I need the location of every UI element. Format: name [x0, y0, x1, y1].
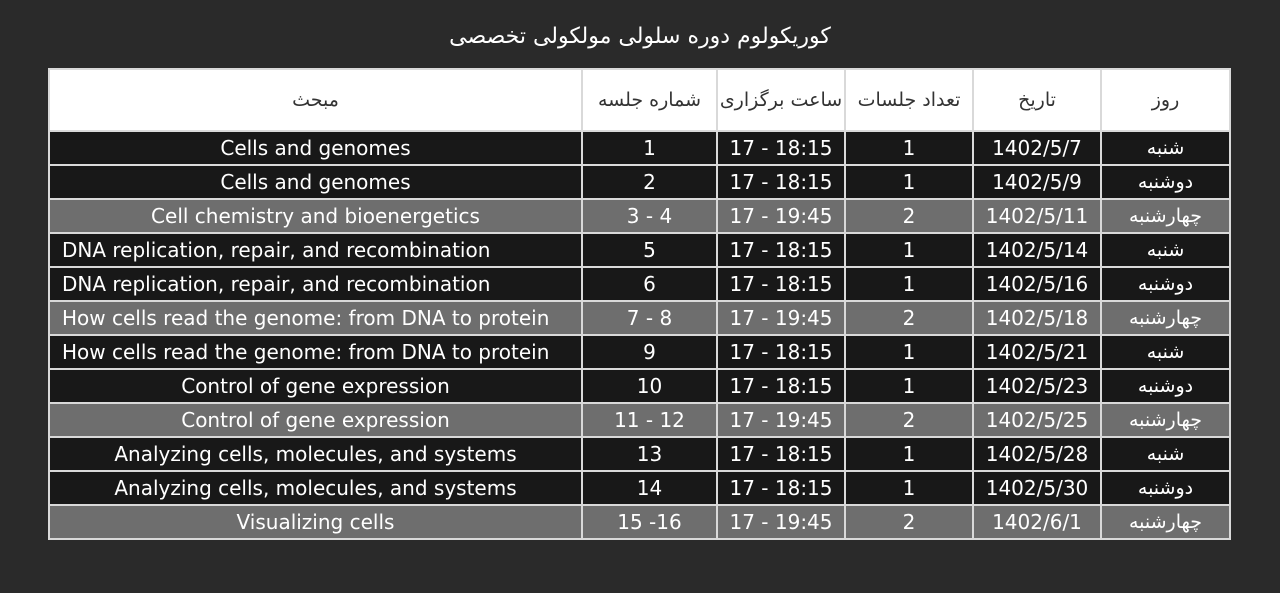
cell-topic: Cell chemistry and bioenergetics [49, 199, 582, 233]
cell-session-count: 1 [845, 131, 973, 165]
table-row [49, 335, 1230, 369]
cell-topic: DNA replication, repair, and recombination [49, 267, 582, 301]
cell-session-count: 1 [845, 369, 973, 403]
table-row [49, 403, 1230, 437]
cell-time: 17 - 18:15 [717, 335, 845, 369]
cell-topic: Analyzing cells, molecules, and systems [49, 471, 582, 505]
header-date: تاریخ [973, 69, 1101, 131]
cell-date: 1402/5/21 [973, 335, 1101, 369]
cell-session-number: 15 -16 [582, 505, 717, 539]
cell-date: 1402/5/23 [973, 369, 1101, 403]
page-title: کوریکولوم دوره سلولی مولکولی تخصصی [449, 24, 831, 49]
cell-session-count: 2 [845, 505, 973, 539]
cell-session-number: 6 [582, 267, 717, 301]
table-row [49, 301, 1230, 335]
cell-topic: How cells read the genome: from DNA to protein [49, 335, 582, 369]
cell-session-number: 13 [582, 437, 717, 471]
cell-date: 1402/5/9 [973, 165, 1101, 199]
cell-topic: How cells read the genome: from DNA to protein [49, 301, 582, 335]
curriculum-table [48, 68, 1231, 540]
cell-date: 1402/5/16 [973, 267, 1101, 301]
cell-session-number: 11 - 12 [582, 403, 717, 437]
cell-day: دوشنبه [1101, 471, 1230, 505]
table-row [49, 131, 1230, 165]
cell-session-number: 14 [582, 471, 717, 505]
cell-topic: Control of gene expression [49, 403, 582, 437]
table-row [49, 233, 1230, 267]
cell-session-number: 3 - 4 [582, 199, 717, 233]
cell-day: شنبه [1101, 233, 1230, 267]
cell-session-number: 9 [582, 335, 717, 369]
cell-time: 17 - 18:15 [717, 437, 845, 471]
table-row [49, 369, 1230, 403]
table-row [49, 165, 1230, 199]
cell-date: 1402/6/1 [973, 505, 1101, 539]
table-body [49, 131, 1230, 539]
cell-time: 17 - 18:15 [717, 233, 845, 267]
cell-session-count: 1 [845, 267, 973, 301]
cell-date: 1402/5/18 [973, 301, 1101, 335]
cell-time: 17 - 18:15 [717, 369, 845, 403]
cell-session-count: 2 [845, 301, 973, 335]
header-day: روز [1101, 69, 1230, 131]
cell-day: چهارشنبه [1101, 301, 1230, 335]
cell-date: 1402/5/11 [973, 199, 1101, 233]
cell-time: 17 - 19:45 [717, 301, 845, 335]
cell-time: 17 - 19:45 [717, 505, 845, 539]
cell-date: 1402/5/14 [973, 233, 1101, 267]
cell-time: 17 - 19:45 [717, 403, 845, 437]
cell-session-count: 1 [845, 471, 973, 505]
header-time: ساعت برگزاری [717, 69, 845, 131]
table-row [49, 199, 1230, 233]
cell-day: دوشنبه [1101, 369, 1230, 403]
cell-topic: Visualizing cells [49, 505, 582, 539]
table-row [49, 267, 1230, 301]
cell-topic: Cells and genomes [49, 165, 582, 199]
cell-topic: Control of gene expression [49, 369, 582, 403]
cell-day: شنبه [1101, 131, 1230, 165]
cell-day: دوشنبه [1101, 165, 1230, 199]
cell-time: 17 - 18:15 [717, 471, 845, 505]
cell-topic: Analyzing cells, molecules, and systems [49, 437, 582, 471]
table-row [49, 471, 1230, 505]
cell-day: چهارشنبه [1101, 403, 1230, 437]
header-session-count: تعداد جلسات [845, 69, 973, 131]
cell-date: 1402/5/25 [973, 403, 1101, 437]
header-topic: مبحث [49, 69, 582, 131]
cell-day: دوشنبه [1101, 267, 1230, 301]
cell-day: چهارشنبه [1101, 199, 1230, 233]
cell-day: چهارشنبه [1101, 505, 1230, 539]
cell-session-count: 1 [845, 165, 973, 199]
cell-topic: DNA replication, repair, and recombination [49, 233, 582, 267]
cell-session-count: 1 [845, 233, 973, 267]
header-session-number: شماره جلسه [582, 69, 717, 131]
cell-date: 1402/5/28 [973, 437, 1101, 471]
cell-session-count: 2 [845, 199, 973, 233]
cell-session-number: 2 [582, 165, 717, 199]
cell-session-number: 5 [582, 233, 717, 267]
table-row [49, 437, 1230, 471]
cell-time: 17 - 18:15 [717, 267, 845, 301]
cell-topic: Cells and genomes [49, 131, 582, 165]
cell-session-number: 7 - 8 [582, 301, 717, 335]
cell-time: 17 - 19:45 [717, 199, 845, 233]
cell-session-count: 1 [845, 335, 973, 369]
cell-date: 1402/5/30 [973, 471, 1101, 505]
cell-day: شنبه [1101, 437, 1230, 471]
table-header-row [49, 69, 1230, 131]
cell-session-count: 1 [845, 437, 973, 471]
cell-session-number: 1 [582, 131, 717, 165]
cell-time: 17 - 18:15 [717, 165, 845, 199]
cell-date: 1402/5/7 [973, 131, 1101, 165]
cell-session-number: 10 [582, 369, 717, 403]
table-row [49, 505, 1230, 539]
cell-day: شنبه [1101, 335, 1230, 369]
cell-time: 17 - 18:15 [717, 131, 845, 165]
cell-session-count: 2 [845, 403, 973, 437]
